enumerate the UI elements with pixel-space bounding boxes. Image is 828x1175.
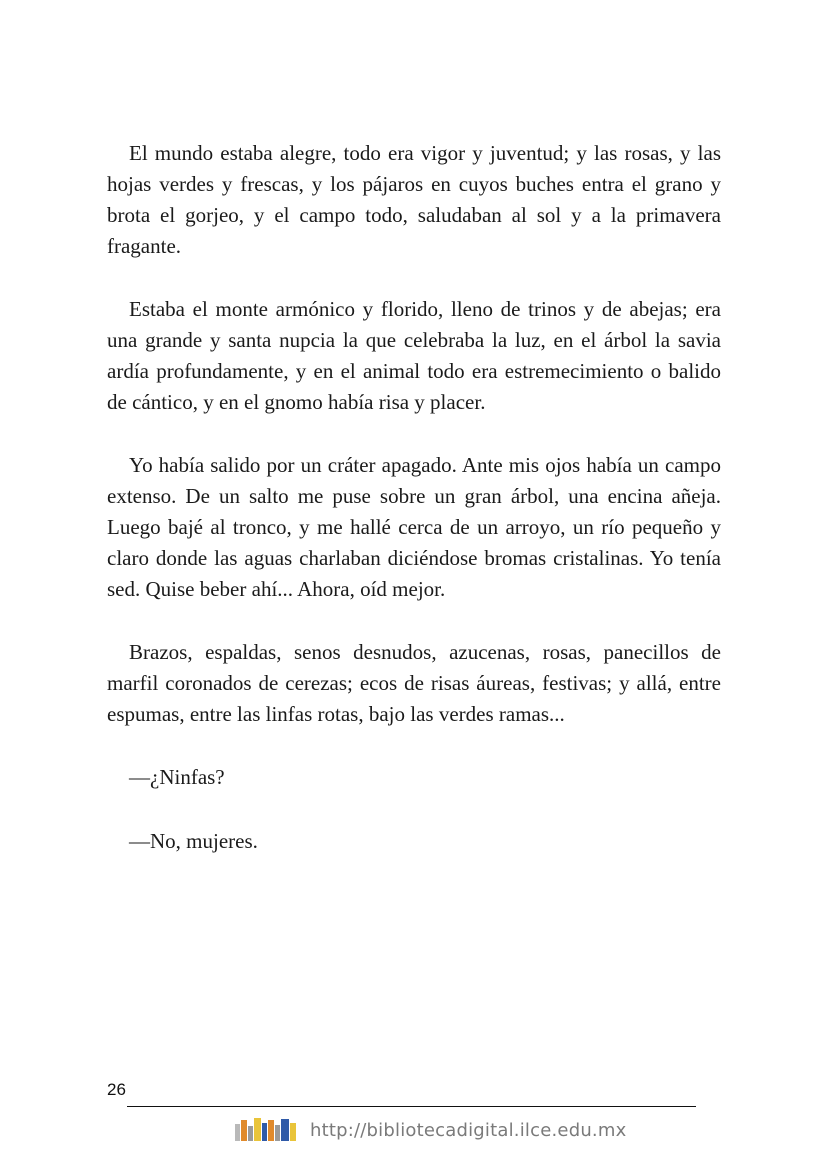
paragraph-2: Estaba el monte armónico y florido, lleno de trinos y de abejas; era una grande y santa nupcia la que celebraba la luz, en el árbol la savia ardía profundamente, y en el animal todo era estremecimiento o balido de cántico, y en el gnomo había risa y placer. (107, 297, 721, 414)
page-number: 26 (107, 1080, 126, 1099)
paragraph-3: Yo había salido por un cráter apagado. Ante mis ojos había un campo extenso. De un salto me puse sobre un gran árbol, una encina añeja. Luego bajé al tronco, y me hallé cerca de un arroyo, un río pequeño y claro donde las aguas charlaban diciéndose bromas cristalinas. Yo tenía sed. Quise beber ahí... Ahora, oíd mejor. (107, 453, 721, 601)
paragraph-4: Brazos, espaldas, senos desnudos, azucenas, rosas, panecillos de marfil coronados de cerezas; ecos de risas áureas, festivas; y allá, entre espumas, entre las linfas rotas, bajo las verdes ramas... (107, 640, 721, 726)
footer-url-link[interactable]: http://bibliotecadigital.ilce.edu.mx (310, 1120, 627, 1141)
page-body (107, 138, 721, 890)
dialogue-line-2: —No, mujeres. (129, 829, 258, 853)
books-logo-icon (235, 1114, 303, 1142)
footer-divider (127, 1106, 696, 1107)
paragraph-1: El mundo estaba alegre, todo era vigor y juventud; y las rosas, y las hojas verdes y frescas, y los pájaros en cuyos buches entra el grano y brota el gorjeo, y el campo todo, saludaban al sol y a la primavera fragante. (107, 141, 721, 258)
dialogue-line-1: —¿Ninfas? (129, 765, 225, 789)
